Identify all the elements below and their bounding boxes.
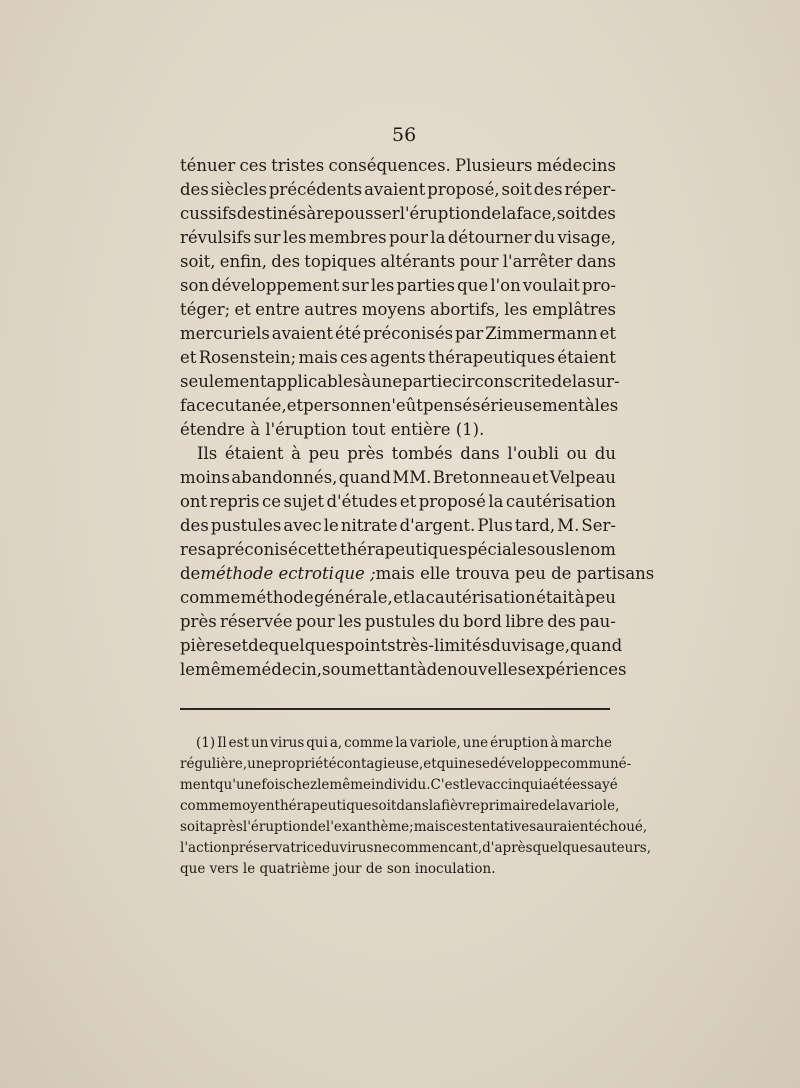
text-line: ont repris ce sujet d'études et proposé la cautérisation: [180, 492, 616, 511]
text-line: mercuriels avaient été préconisés par Zimmermann et: [180, 324, 616, 343]
footnote-line: l'action préservatrice du virus ne commencant, d'après quelques auteurs,: [180, 840, 652, 856]
text-line: pières et de quelques points très-limités du visage, quand: [180, 636, 623, 655]
text-line: des pustules avec le nitrate d'argent. Plus tard, M. Ser-: [180, 516, 616, 535]
text-line: étendre à l'éruption tout entière (1).: [180, 420, 485, 439]
text-line: moins abandonnés, quand MM. Bretonneau et Velpeau: [180, 468, 616, 487]
text-line: cussifs destinés à repousser l'éruption de la face, soit des: [180, 204, 616, 223]
text-line: comme méthode générale, et la cautérisation était à peu: [180, 588, 616, 607]
text-line: ténuer ces tristes conséquences. Plusieurs médecins: [180, 156, 616, 175]
text-line: et Rosenstein; mais ces agents thérapeutiques étaient: [180, 348, 616, 367]
text-line: révulsifs sur les membres pour la détourner du visage,: [180, 228, 616, 247]
text-segment: mais elle trouva peu de partisans: [375, 564, 655, 583]
footnote-line: que vers le quatrième jour de son inoculation.: [180, 861, 496, 877]
text-line: téger; et entre autres moyens abortifs, les emplâtres: [180, 300, 616, 319]
text-line: face cutanée, et personne n'eût pensé sérieusement à les: [180, 396, 619, 415]
text-line: le même médecin, soumettant à de nouvelles expériences: [180, 660, 627, 679]
footnote: [180, 733, 652, 880]
footnote-line: régulière, une propriété contagieuse, et qui ne se développe communé-: [180, 756, 632, 772]
text-line: Ils étaient à peu près tombés dans l'oubli ou du: [197, 444, 616, 463]
text-line-with-italic: [180, 562, 655, 586]
text-line: des siècles précédents avaient proposé, soit des réper-: [180, 180, 616, 199]
footnote-line: comme moyen thérapeutique soit dans la fièvre primaire de la variole,: [180, 798, 620, 814]
text-line: seulement applicables à une partie circonscrite de la sur-: [180, 372, 620, 391]
text-line: soit, enfin, des topiques altérants pour l'arrêter dans: [180, 252, 616, 271]
footnote-line: (1) Il est un virus qui a, comme la variole, une éruption à marche: [196, 735, 612, 751]
text-line: son développement sur les parties que l'on voulait pro-: [180, 276, 616, 295]
text-line: res a préconisé cette thérapeutique spéciale sous le nom: [180, 540, 616, 559]
text-segment: de: [180, 564, 201, 583]
text-line: près réservée pour les pustules du bord libre des pau-: [180, 612, 616, 631]
main-text: [180, 154, 655, 682]
footnote-line: soit après l'éruption de l'exanthème; mais ces tentatives auraient échoué,: [180, 819, 648, 835]
italic-term: méthode ectrotique ;: [200, 564, 376, 583]
page-number: 56: [392, 124, 417, 146]
footnote-line: ment qu'une fois chez le même individu. C'est le vaccin qui a été essayé: [180, 777, 618, 793]
footnote-divider: [180, 708, 610, 710]
